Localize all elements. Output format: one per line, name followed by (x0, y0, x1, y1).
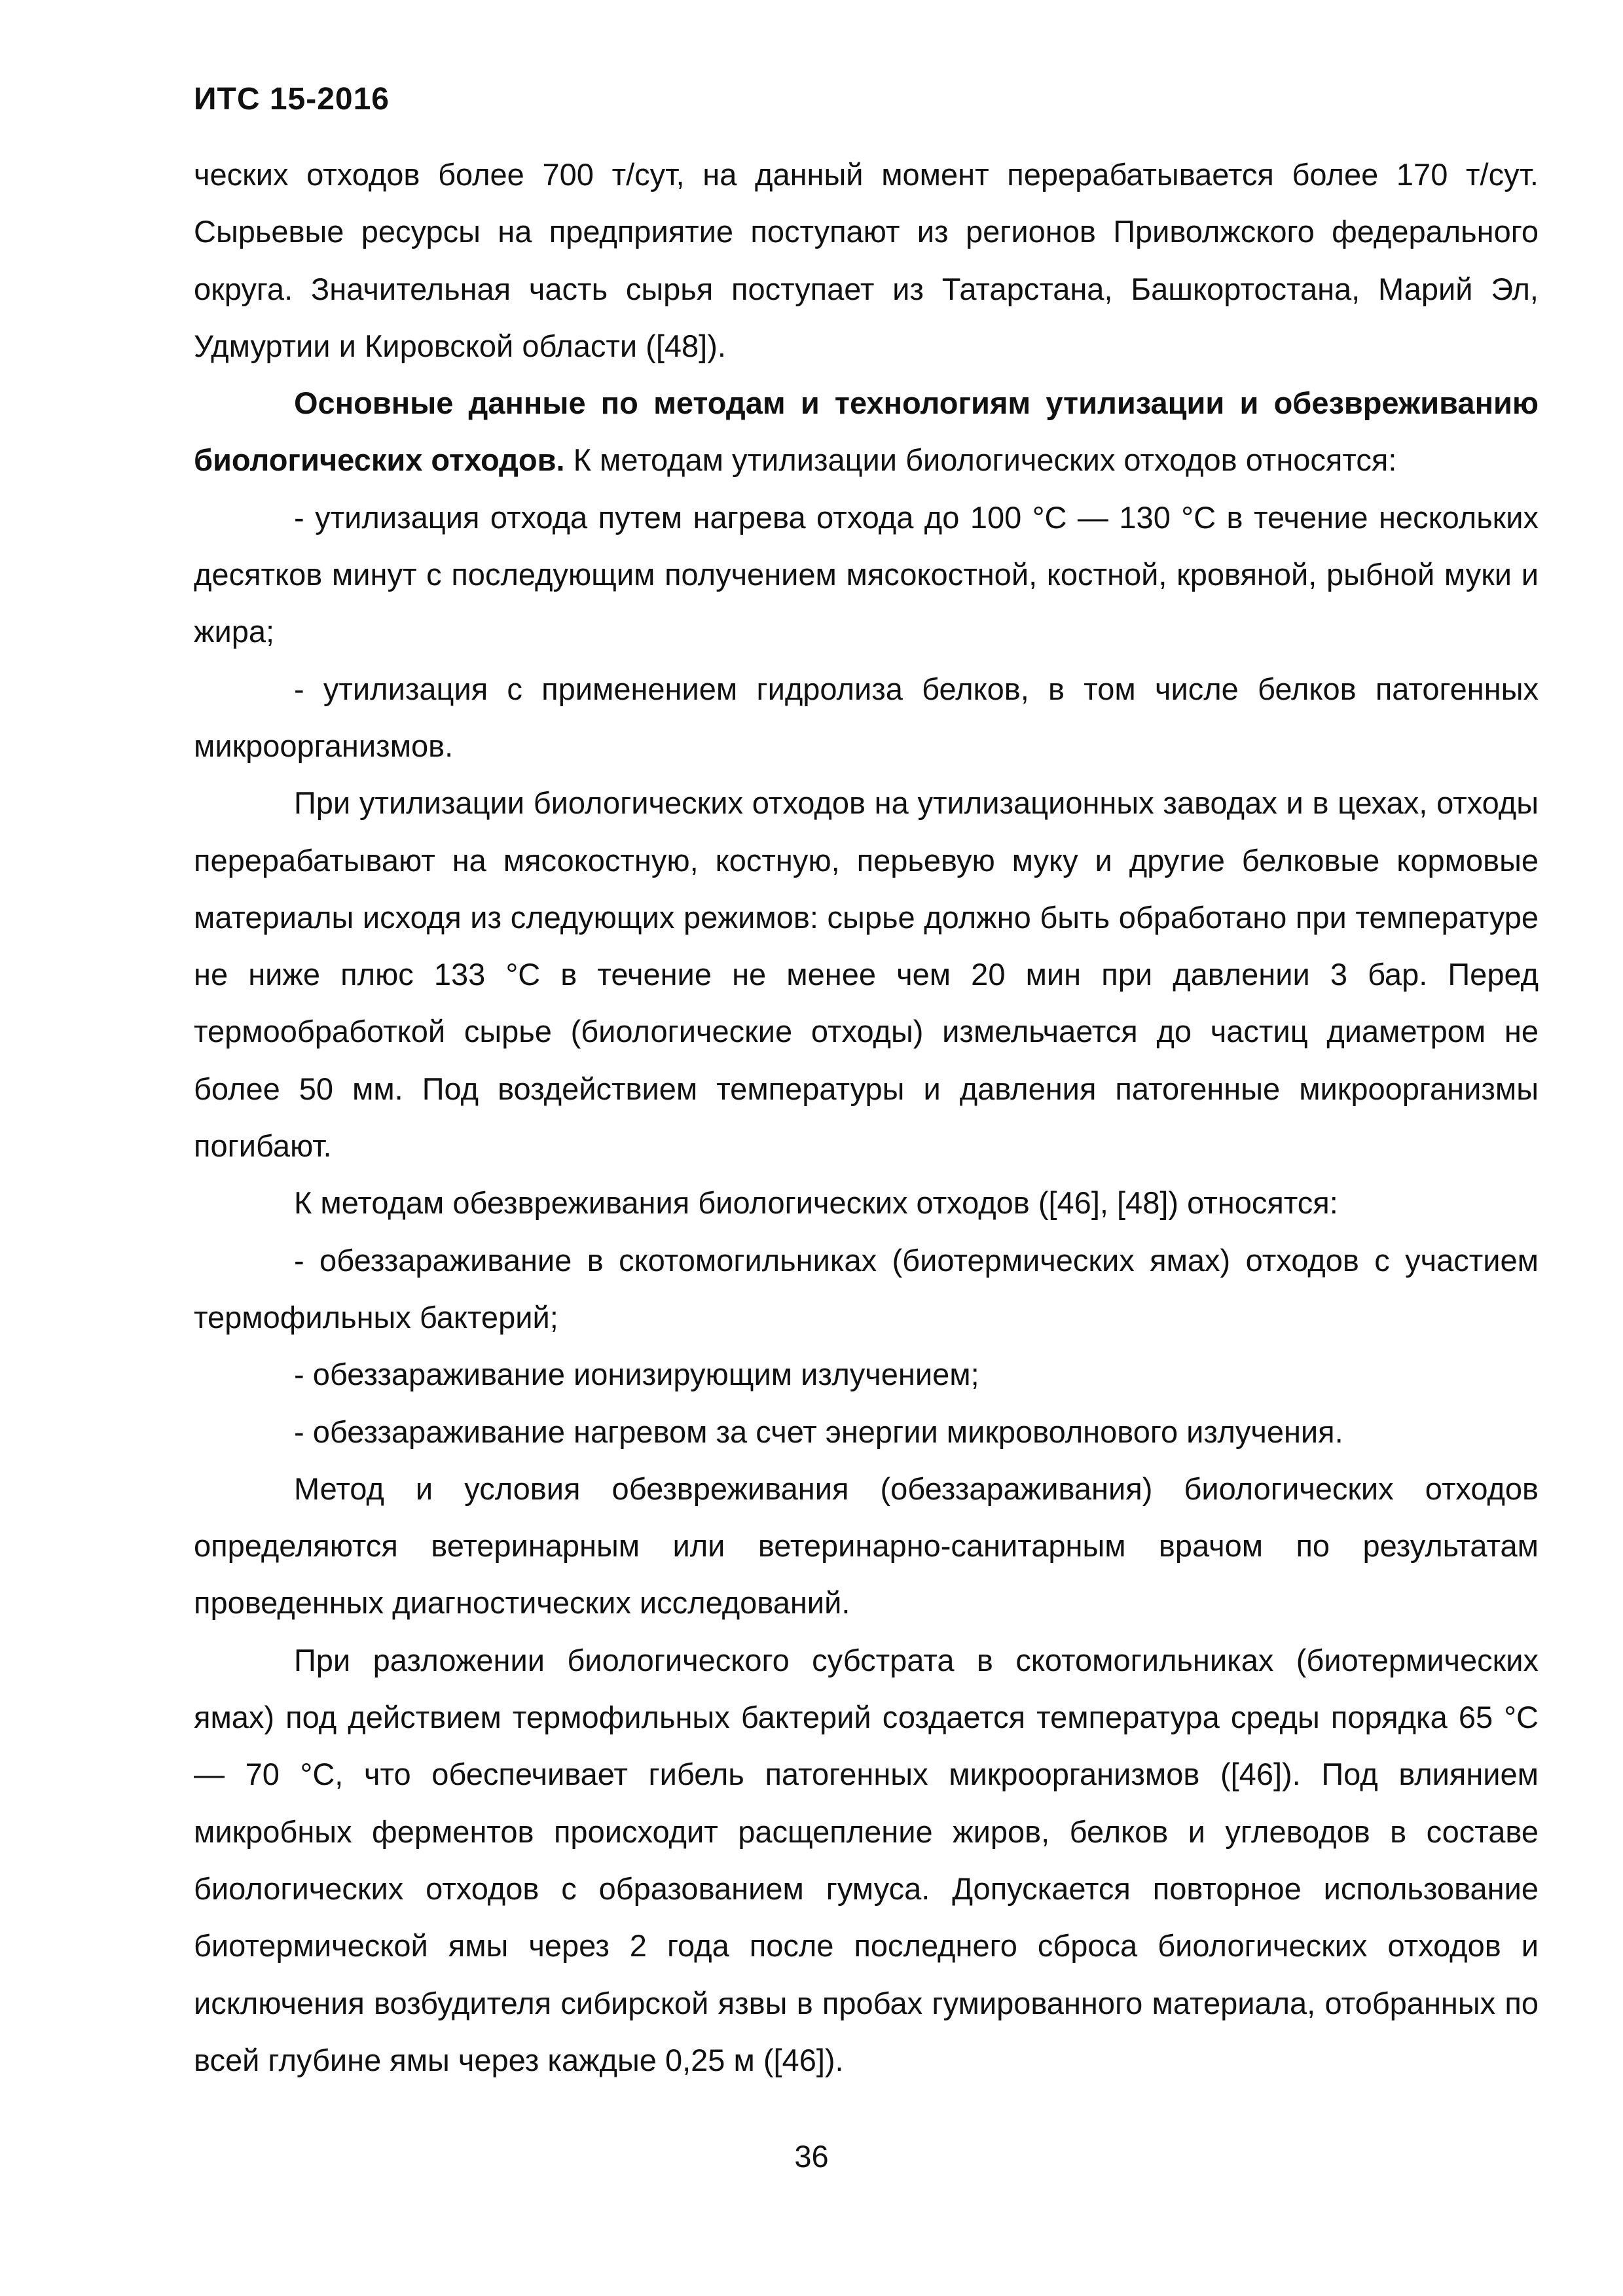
paragraph-bold-lead: Основные данные по методам и технологиям утилизации и обезвреживанию биологических отходов. (194, 386, 1539, 478)
paragraph-text: При разложении биологического субстрата в скотомогильниках (биотермических ямах) под действием термофильных бактерий создается температура среды порядка 65 °С — 70 °С, что обеспечивает гибель патогенных микроорганизмов ([46]). Под влиянием микробных ферментов происходит расщепление жиров, белков и углеводов в составе биологических отходов с образованием гумуса. Допускается повторное использование биотермической ямы через 2 года после последнего сброса биологических отходов и исключения возбудителя сибирской язвы в пробах гумированного материала, отобранных по всей глубине ямы через каждые 0,25 м ([46]). (194, 1642, 1539, 2077)
paragraph-text: Метод и условия обезвреживания (обеззараживания) биологических отходов определяются ветеринарным или ветеринарно-санитарным врачом по результатам проведенных диагностических исследований. (194, 1471, 1539, 1621)
paragraph-methods-heading (194, 374, 1539, 489)
paragraph-decomposition (194, 1632, 1539, 2089)
paragraph-text: К методам обезвреживания биологических отходов ([46], [48]) относятся: (294, 1185, 1338, 1221)
paragraph-text: - утилизация с применением гидролиза белков, в том числе белков патогенных микроорганизмов. (194, 671, 1539, 763)
paragraph-veterinary (194, 1460, 1539, 1632)
document-code-header: ИТС 15-2016 (194, 82, 390, 117)
paragraph-processing-plants (194, 774, 1539, 1174)
paragraph-text: К методам утилизации биологических отходов относятся: (564, 442, 1397, 478)
paragraph-neutralization-methods (194, 1174, 1539, 1231)
paragraph-text: - утилизация отхода путем нагрева отхода до 100 °С — 130 °С в течение нескольких десятков минут с последующим получением мясокостной, костной, кровяной, рыбной муки и жира; (194, 499, 1539, 649)
list-item-heating (194, 489, 1539, 660)
paragraph-text: - обеззараживание нагревом за счет энергии микроволнового излучения. (294, 1414, 1343, 1449)
paragraph-text: ческих отходов более 700 т/сут, на данный момент перерабатывается более 170 т/сут. Сырьевые ресурсы на предприятие поступают из регионов Приволжского федерального округа. Значительная часть сырья поступает из Татарстана, Башкортостана, Марий Эл, Удмуртии и Кировской области ([48]). (194, 157, 1539, 363)
paragraph-text: - обеззараживание ионизирующим излучением; (294, 1357, 979, 1392)
page-number: 36 (794, 2139, 829, 2174)
paragraph-continuation (194, 146, 1539, 374)
list-item-microwave (194, 1403, 1539, 1460)
paragraph-text: При утилизации биологических отходов на утилизационных заводах и в цехах, отходы перерабатывают на мясокостную, костную, перьевую муку и другие белковые кормовые материалы исходя из следующих режимов: сырье должно быть обработано при температуре не ниже плюс 133 °С в течение не менее чем 20 мин при давлении 3 бар. Перед термообработкой сырье (биологические отходы) измельчается до частиц диаметром не более 50 мм. Под воздействием температуры и давления патогенные микроорганизмы погибают. (194, 785, 1539, 1164)
body-text (194, 146, 1539, 2089)
list-item-burial-grounds (194, 1232, 1539, 1346)
list-item-ionizing (194, 1346, 1539, 1403)
paragraph-text: - обеззараживание в скотомогильниках (биотермических ямах) отходов с участием термофильных бактерий; (194, 1242, 1539, 1335)
list-item-hydrolysis (194, 660, 1539, 775)
